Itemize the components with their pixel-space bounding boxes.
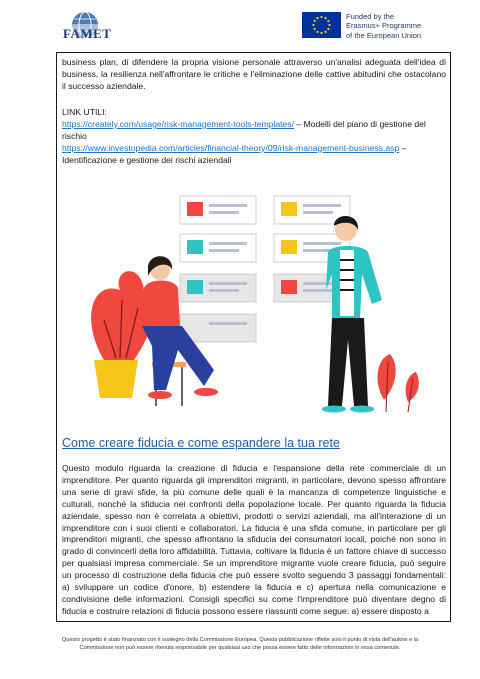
eu-line-3: of the European Union	[346, 30, 422, 40]
links-heading: LINK UTILI:	[62, 107, 107, 117]
link-item-1	[62, 119, 446, 143]
decorative-leaves-right	[377, 354, 418, 412]
footer-line-1: Questo progetto è stato finanziato con il sostegno della Commissione Europea. Questa pubblicazione riflette solo il punto di vista dell'autore e la	[61, 637, 419, 643]
section-heading: Come creare fiducia e come espandere la tua rete	[62, 436, 340, 450]
useful-links	[62, 107, 446, 167]
link-desc-2: – Identificazione e gestione dei rischi aziendali	[62, 142, 407, 165]
logo-text: FAMET	[63, 26, 112, 41]
link-creately[interactable]: https://creately.com/usage/risk-management-tools-templates/	[62, 118, 294, 129]
footer-line-2: Commissione non può essere ritenuta responsabile per qualsiasi uso che possa essere fatto delle informazioni in essa contenute.	[79, 645, 401, 651]
eu-flag-icon	[302, 12, 341, 38]
eu-line-2: Erasmus+ Programme	[346, 21, 422, 31]
famet-logo	[60, 8, 116, 44]
document-card-1	[180, 196, 256, 224]
eu-funding-badge	[302, 12, 432, 40]
document-card-5	[180, 274, 256, 302]
link-investopedia[interactable]: https://www.investopedia.com/articles/financial-theory/09/risk-management-business.asp	[62, 142, 400, 153]
document-card-3	[180, 234, 256, 262]
intro-paragraph: business plan, di difendere la propria visione personale attraverso un'analisi adeguata dell'idea di business, la resilienza nell'affrontare le critiche e l'eliminazione delle cattive abitudini che ostacolano il successo aziendale.	[62, 57, 446, 91]
eu-line-1: Funded by the	[346, 12, 394, 21]
section-body: Questo modulo riguarda la creazione di fiducia e l'espansione della rete commerciale di un imprenditore. Per quanto riguarda gli imprenditori migranti, in particolare, devono spesso affrontare una serie di gravi sfide, la più comune delle quali è la mancanza di competenze linguistiche e culturali, nonché la sfiducia nei confronti della popolazione locale. Per quanto riguarda la fiducia aziendale, spesso non è correlata a obiettivi, prodotti o servizi aziendali, ma all'interazione di un imprenditore con i suoi clienti e collaboratori. La fiducia è una sfida comune, in particolare per gli imprenditori migranti, che spesso affrontano la sfiducia dei consumatori locali, poiché non sono in grado di convincerli della loro affidabilità. Tuttavia, coltivare la fiducia è un fattore chiave di successo per qualsiasi impresa commerciale. Se un imprenditore migrante vuole creare fiducia, può seguire un processo di costruzione della fiducia che può essere svolto seguendo 3 passaggi fondamentali: a) sviluppare un codice d'onore, b) estendere la fiducia e c) apertura nella comunicazione e condivisione delle informazioni. Consigli specifici su come l'imprenditore può diventare degno di fiducia e costruire relazioni di fiducia possono essere riassunti come segue: a) essere disposto a	[62, 463, 446, 616]
document-card-7	[180, 314, 256, 342]
footer-disclaimer	[40, 636, 440, 652]
business-illustration	[82, 190, 424, 422]
link-desc-1: – Modelli del piano di gestione del rischio	[62, 118, 426, 141]
eu-funding-text	[346, 12, 421, 40]
link-item-2	[62, 143, 446, 167]
